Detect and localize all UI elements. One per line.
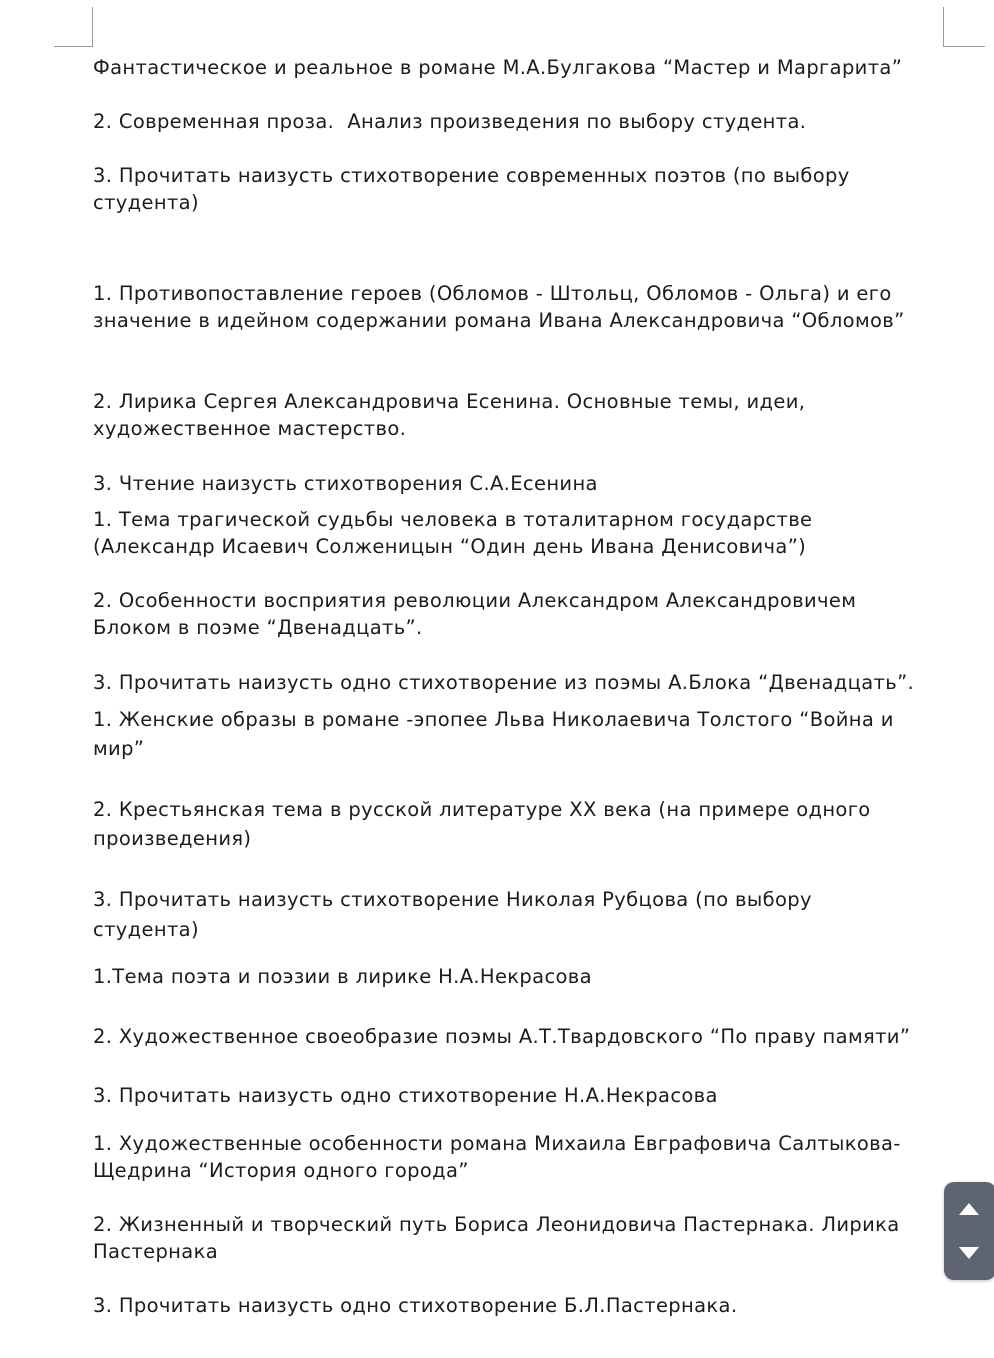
paragraph-17: 2. Жизненный и творческий путь Бориса Леонидовича Пастернака. Лирика Пастернака — [93, 1213, 907, 1263]
crop-mark-right-horizontal — [943, 46, 985, 47]
chevron-up-icon — [958, 1202, 980, 1216]
paragraph-11: 2. Крестьянская тема в русской литературе XX века (на примере одного произведения) — [93, 798, 878, 850]
paragraph-9: 3. Прочитать наизусть одно стихотворение из поэмы А.Блока “Двенадцать”. — [93, 671, 915, 694]
paragraph-7: 1. Тема трагической судьбы человека в тоталитарном государстве (Александр Исаевич Солженицын “Один день Ивана Денисовича”) — [93, 508, 819, 558]
paragraph-6: 3. Чтение наизусть стихотворения С.А.Есенина — [93, 472, 598, 495]
paragraph-12: 3. Прочитать наизусть стихотворение Николая Рубцова (по выбору студента) — [93, 888, 819, 941]
paragraph-1: Фантастическое и реальное в романе М.А.Булгакова “Мастер и Маргарита” — [93, 56, 903, 79]
paragraph-18: 3. Прочитать наизусть одно стихотворение Б.Л.Пастернака. — [93, 1294, 738, 1317]
crop-mark-right-vertical — [943, 7, 944, 47]
paragraph-3: 3. Прочитать наизусть стихотворение современных поэтов (по выбору студента) — [93, 164, 857, 214]
paragraph-14: 2. Художественное своеобразие поэмы А.Т.Твардовского “По праву памяти” — [93, 1025, 911, 1048]
paragraph-16: 1. Художественные особенности романа Михаила Евграфовича Салтыкова-Щедрина “История одного города” — [93, 1132, 901, 1182]
scroll-down-button[interactable] — [944, 1228, 994, 1277]
paragraph-5: 2. Лирика Сергея Александровича Есенина. Основные темы, идеи, художественное мастерство. — [93, 390, 812, 440]
paragraph-10: 1. Женские образы в романе -эпопее Льва Николаевича Толстого “Война и мир” — [93, 708, 901, 760]
scroll-up-button[interactable] — [944, 1184, 994, 1233]
paragraph-2: 2. Современная проза. Анализ произведения по выбору студента. — [93, 110, 807, 133]
crop-mark-left-horizontal — [54, 46, 93, 47]
paragraph-8: 2. Особенности восприятия революции Александром Александровичем Блоком в поэме “Двенадцать”. — [93, 589, 863, 639]
paragraph-15: 3. Прочитать наизусть одно стихотворение Н.А.Некрасова — [93, 1084, 718, 1107]
chevron-down-icon — [958, 1246, 980, 1260]
paragraph-13: 1.Тема поэта и поэзии в лирике Н.А.Некрасова — [93, 965, 592, 988]
crop-mark-left-vertical — [92, 7, 93, 47]
paragraph-4: 1. Противопоставление героев (Обломов - Штольц, Обломов - Ольга) и его значение в идейном содержании романа Ивана Александровича “Обломов” — [93, 282, 905, 332]
page-scroll-control — [944, 1182, 994, 1280]
